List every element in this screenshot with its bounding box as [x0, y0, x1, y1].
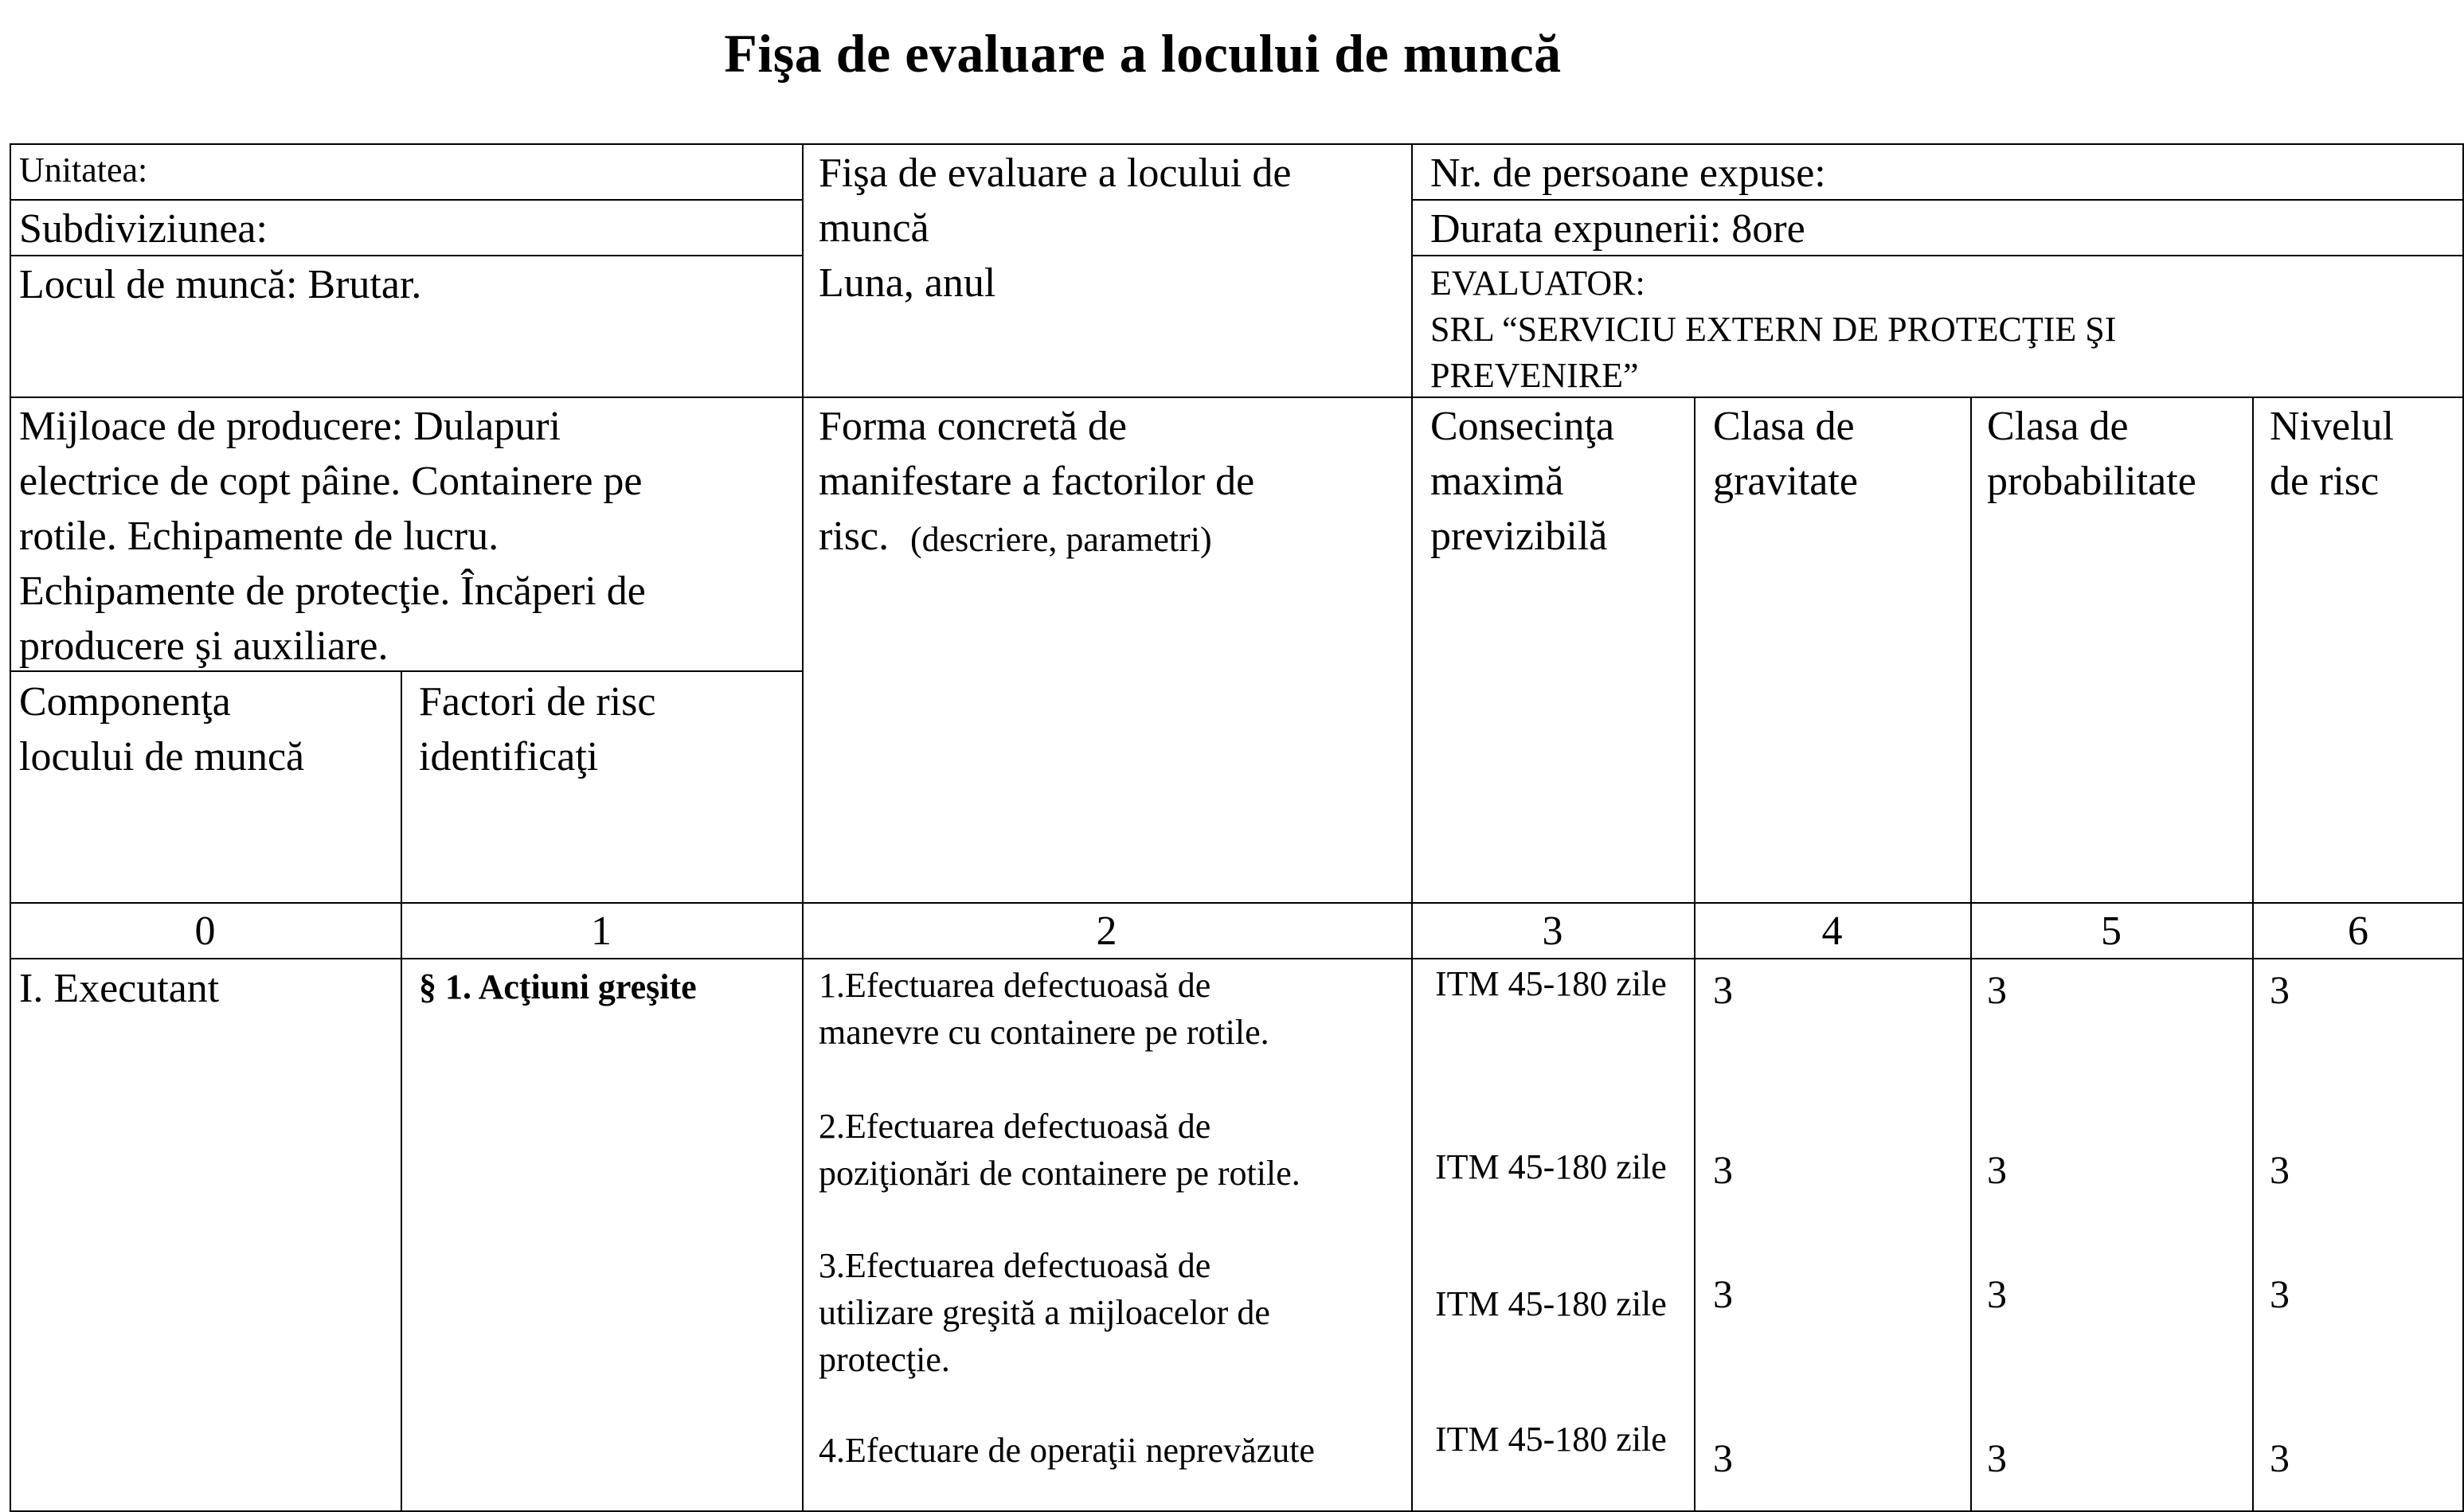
risk-description-line: 1.Efectuarea defectuoasă de	[819, 966, 1211, 1005]
luna-anul-label: Luna, anul	[819, 260, 996, 306]
column-number: 5	[2101, 908, 2122, 954]
risk-description-line: manevre cu containere pe rotile.	[819, 1013, 1269, 1052]
header-componenta: Componenţa	[19, 679, 231, 725]
mijloace-line: electrice de copt pâine. Containere pe	[19, 459, 643, 504]
nivel-value: 3	[2270, 1147, 2290, 1192]
header-consecinta: previzibilă	[1430, 514, 1608, 559]
risk-description-line: 4.Efectuare de operaţii neprevăzute	[819, 1431, 1315, 1470]
subdiviziunea-label: Subdiviziunea:	[19, 206, 268, 252]
fisa-label-line1: Fişa de evaluare a locului de	[819, 150, 1292, 196]
column-number: 3	[1542, 908, 1563, 954]
fisa-label-line2: muncă	[819, 205, 929, 251]
mijloace-line: producere şi auxiliare.	[19, 623, 389, 669]
durata-label: Durata expunerii: 8ore	[1430, 206, 1805, 252]
header-factori: Factori de risc	[419, 679, 656, 725]
nr-persoane-label: Nr. de persoane expuse:	[1430, 150, 1826, 196]
probabilitate-value: 3	[1987, 1147, 2007, 1192]
nivel-value: 3	[2270, 967, 2290, 1012]
factor-label: § 1. Acţiuni greşite	[419, 967, 697, 1006]
column-number: 1	[591, 908, 612, 954]
consecinta-value: ITM 45-180 zile	[1435, 1420, 1667, 1459]
header-nivel: Nivelul	[2270, 404, 2394, 449]
header-gravitate: gravitate	[1713, 459, 1858, 504]
header-componenta: locului de muncă	[19, 734, 305, 779]
rule-unitatea	[10, 199, 803, 201]
divider-col2	[1411, 143, 1413, 1512]
divider-col6	[2252, 397, 2254, 1512]
header-forma: manifestare a factorilor de	[819, 459, 1255, 504]
header-consecinta: maximă	[1430, 459, 1564, 504]
nivel-value: 3	[2270, 1436, 2290, 1480]
risk-description-line: 2.Efectuarea defectuoasă de	[819, 1107, 1211, 1146]
unitatea-label: Unitatea:	[19, 150, 148, 189]
gravitate-value: 3	[1713, 1272, 1733, 1316]
column-number: 2	[1096, 908, 1117, 954]
consecinta-value: ITM 45-180 zile	[1435, 964, 1667, 1003]
probabilitate-value: 3	[1987, 967, 2007, 1012]
rule-durata	[1411, 255, 2464, 256]
column-number: 4	[1821, 908, 1843, 954]
nivel-value: 3	[2270, 1272, 2290, 1316]
column-number: 6	[2348, 908, 2368, 954]
evaluator-label: EVALUATOR:	[1430, 264, 1645, 303]
page-title: Fişa de evaluare a locului de muncă	[724, 23, 1562, 84]
probabilitate-value: 3	[1987, 1272, 2007, 1316]
mijloace-line: Echipamente de protecţie. Încăperi de	[19, 568, 646, 614]
risk-description-line: utilizare greşită a mijloacelor de	[819, 1293, 1270, 1332]
header-forma-note: (descriere, parametri)	[910, 520, 1212, 559]
locul-de-munca-label: Locul de muncă: Brutar.	[19, 262, 422, 307]
rule-header-bottom	[10, 397, 2464, 398]
rule-mijloace	[10, 670, 803, 672]
rule-nr-persoane	[1411, 199, 2464, 201]
consecinta-value: ITM 45-180 zile	[1435, 1147, 1667, 1186]
header-consecinta: Consecinţa	[1430, 404, 1615, 449]
rule-numbers-top	[10, 902, 2464, 904]
divider-col5	[1970, 397, 1972, 1512]
divider-col0	[401, 670, 402, 1512]
gravitate-value: 3	[1713, 1436, 1733, 1480]
risk-description-line: protecţie.	[819, 1340, 950, 1379]
rule-subdiviziunea	[10, 255, 803, 256]
probabilitate-value: 3	[1987, 1436, 2007, 1480]
header-probabilitate: Clasa de	[1987, 404, 2129, 449]
header-probabilitate: probabilitate	[1987, 459, 2196, 504]
risk-description-line: 3.Efectuarea defectuoasă de	[819, 1246, 1211, 1285]
consecinta-value: ITM 45-180 zile	[1435, 1284, 1667, 1323]
header-factori: identificaţi	[419, 734, 599, 779]
column-number: 0	[194, 908, 216, 954]
header-gravitate: Clasa de	[1713, 404, 1855, 449]
rule-numbers-bottom	[10, 958, 2464, 959]
evaluator-name-line1: SRL “SERVICIU EXTERN DE PROTECŢIE ŞI	[1430, 310, 2117, 349]
mijloace-line: Mijloace de producere: Dulapuri	[19, 404, 561, 449]
executant-label: I. Executant	[19, 966, 220, 1011]
evaluator-name-line2: PREVENIRE”	[1430, 356, 1639, 395]
header-forma: risc.	[819, 514, 890, 559]
gravitate-value: 3	[1713, 967, 1733, 1012]
divider-col4	[1694, 397, 1695, 1512]
divider-col1	[802, 143, 804, 1512]
header-nivel: de risc	[2270, 459, 2380, 504]
gravitate-value: 3	[1713, 1147, 1733, 1192]
header-forma: Forma concretă de	[819, 404, 1127, 449]
risk-description-line: poziţionări de containere pe rotile.	[819, 1154, 1300, 1193]
mijloace-line: rotile. Echipamente de lucru.	[19, 514, 499, 559]
